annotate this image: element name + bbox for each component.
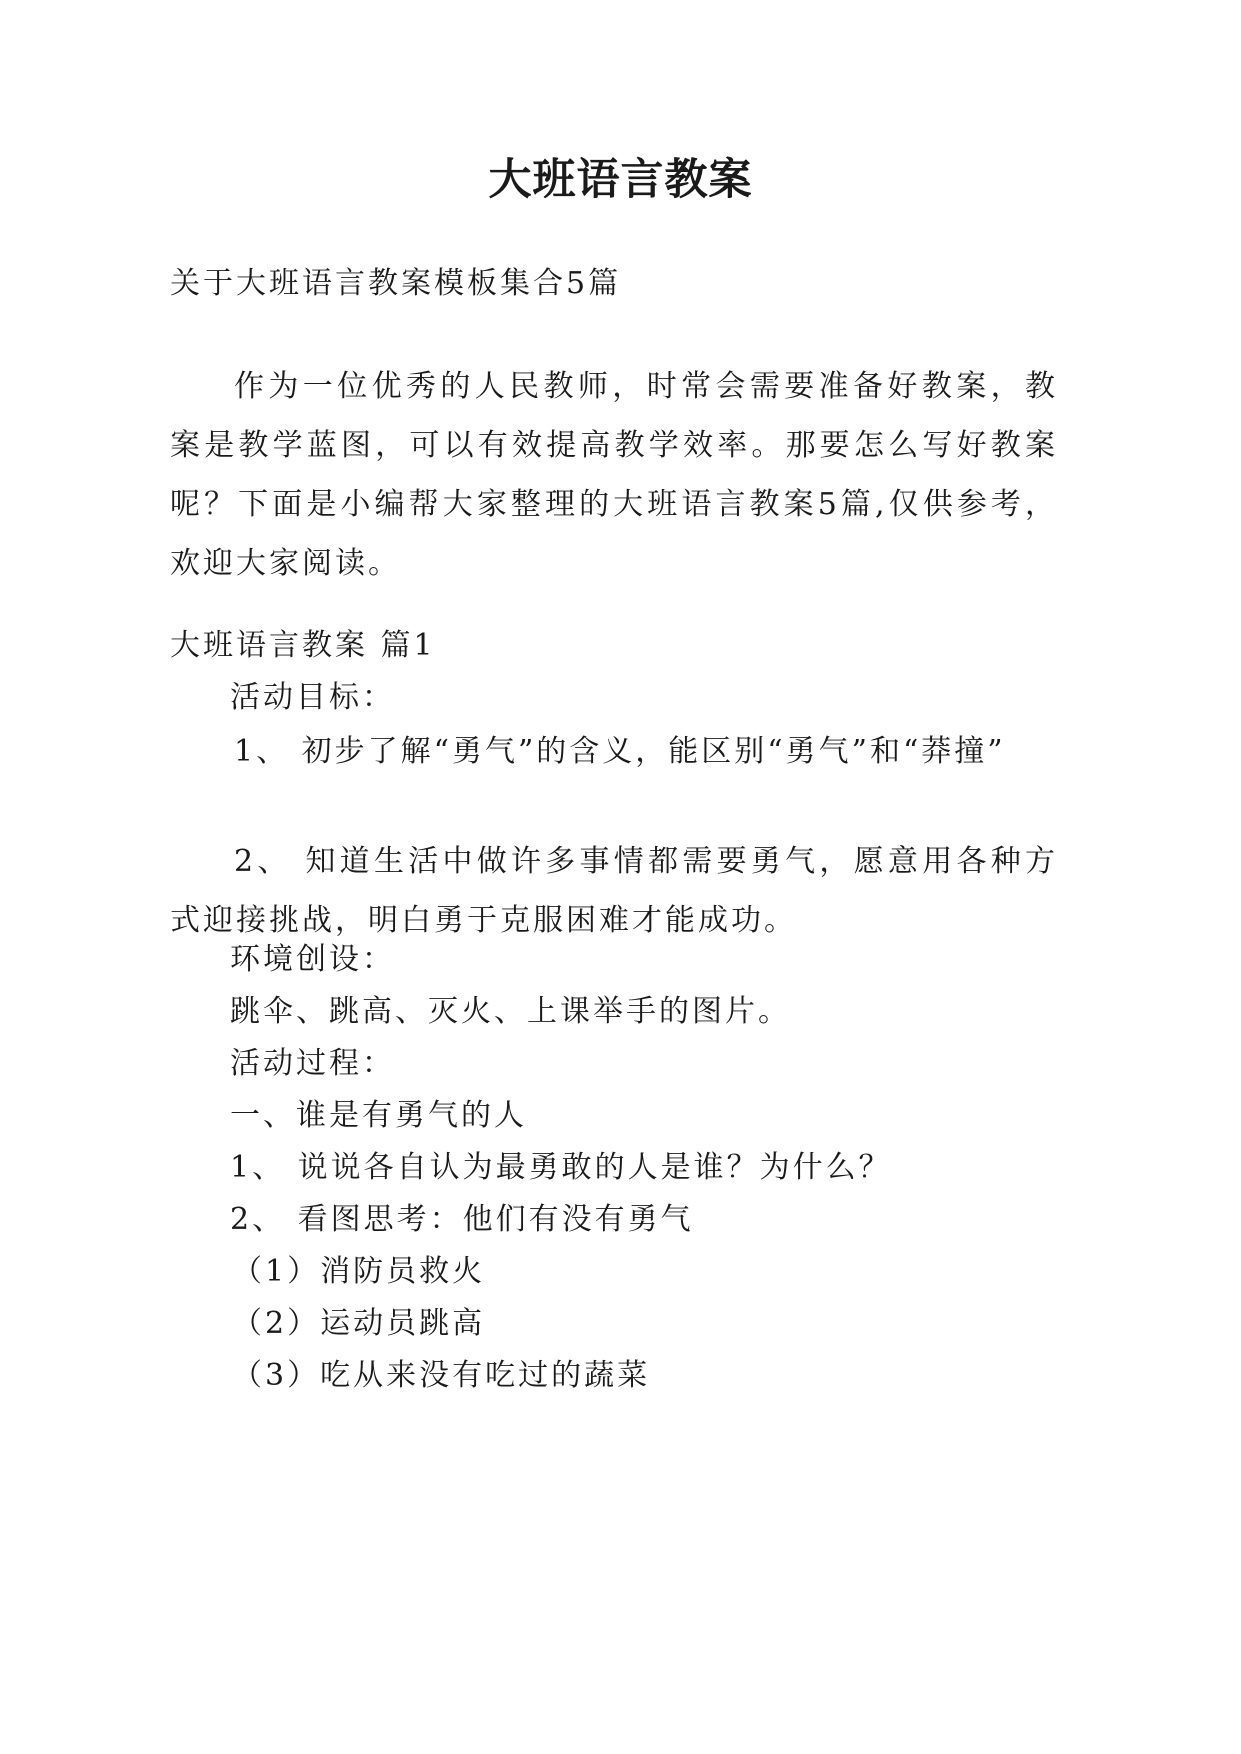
sub-item-1: （1）消防员救火 — [232, 1254, 486, 1289]
section-heading: 大班语言教案 篇1 — [170, 628, 436, 663]
sub-item-3: （3）吃从来没有吃过的蔬菜 — [232, 1358, 651, 1393]
goal-item-1: 1、 初步了解“勇气”的含义，能区别“勇气”和“莽撞” — [234, 734, 1006, 769]
sub-item-2: （2）运动员跳高 — [232, 1306, 486, 1341]
step-item-1: 1、 说说各自认为最勇敢的人是谁？为什么？ — [230, 1150, 892, 1185]
document-title: 大班语言教案 — [488, 155, 753, 205]
intro-paragraph: 作为一位优秀的人民教师，时常会需要准备好教案，教案是教学蓝图，可以有效提高教学效率。那要怎么写好教案呢？下面是小编帮大家整理的大班语言教案5篇,仅供参考，欢迎大家阅读。 — [170, 369, 1058, 581]
step-heading: 一、谁是有勇气的人 — [230, 1098, 527, 1133]
step-item-2: 2、 看图思考：他们有没有勇气 — [230, 1202, 694, 1237]
env-label: 环境创设： — [230, 942, 395, 977]
goal-item-2: 2、 知道生活中做许多事情都需要勇气，愿意用各种方式迎接挑战，明白勇于克服困难才能成功。 — [170, 844, 1058, 938]
env-text: 跳伞、跳高、灭火、上课举手的图片。 — [230, 994, 791, 1029]
document-subtitle: 关于大班语言教案模板集合5篇 — [170, 266, 622, 301]
goals-label: 活动目标： — [230, 680, 395, 715]
process-label: 活动过程： — [230, 1046, 395, 1081]
